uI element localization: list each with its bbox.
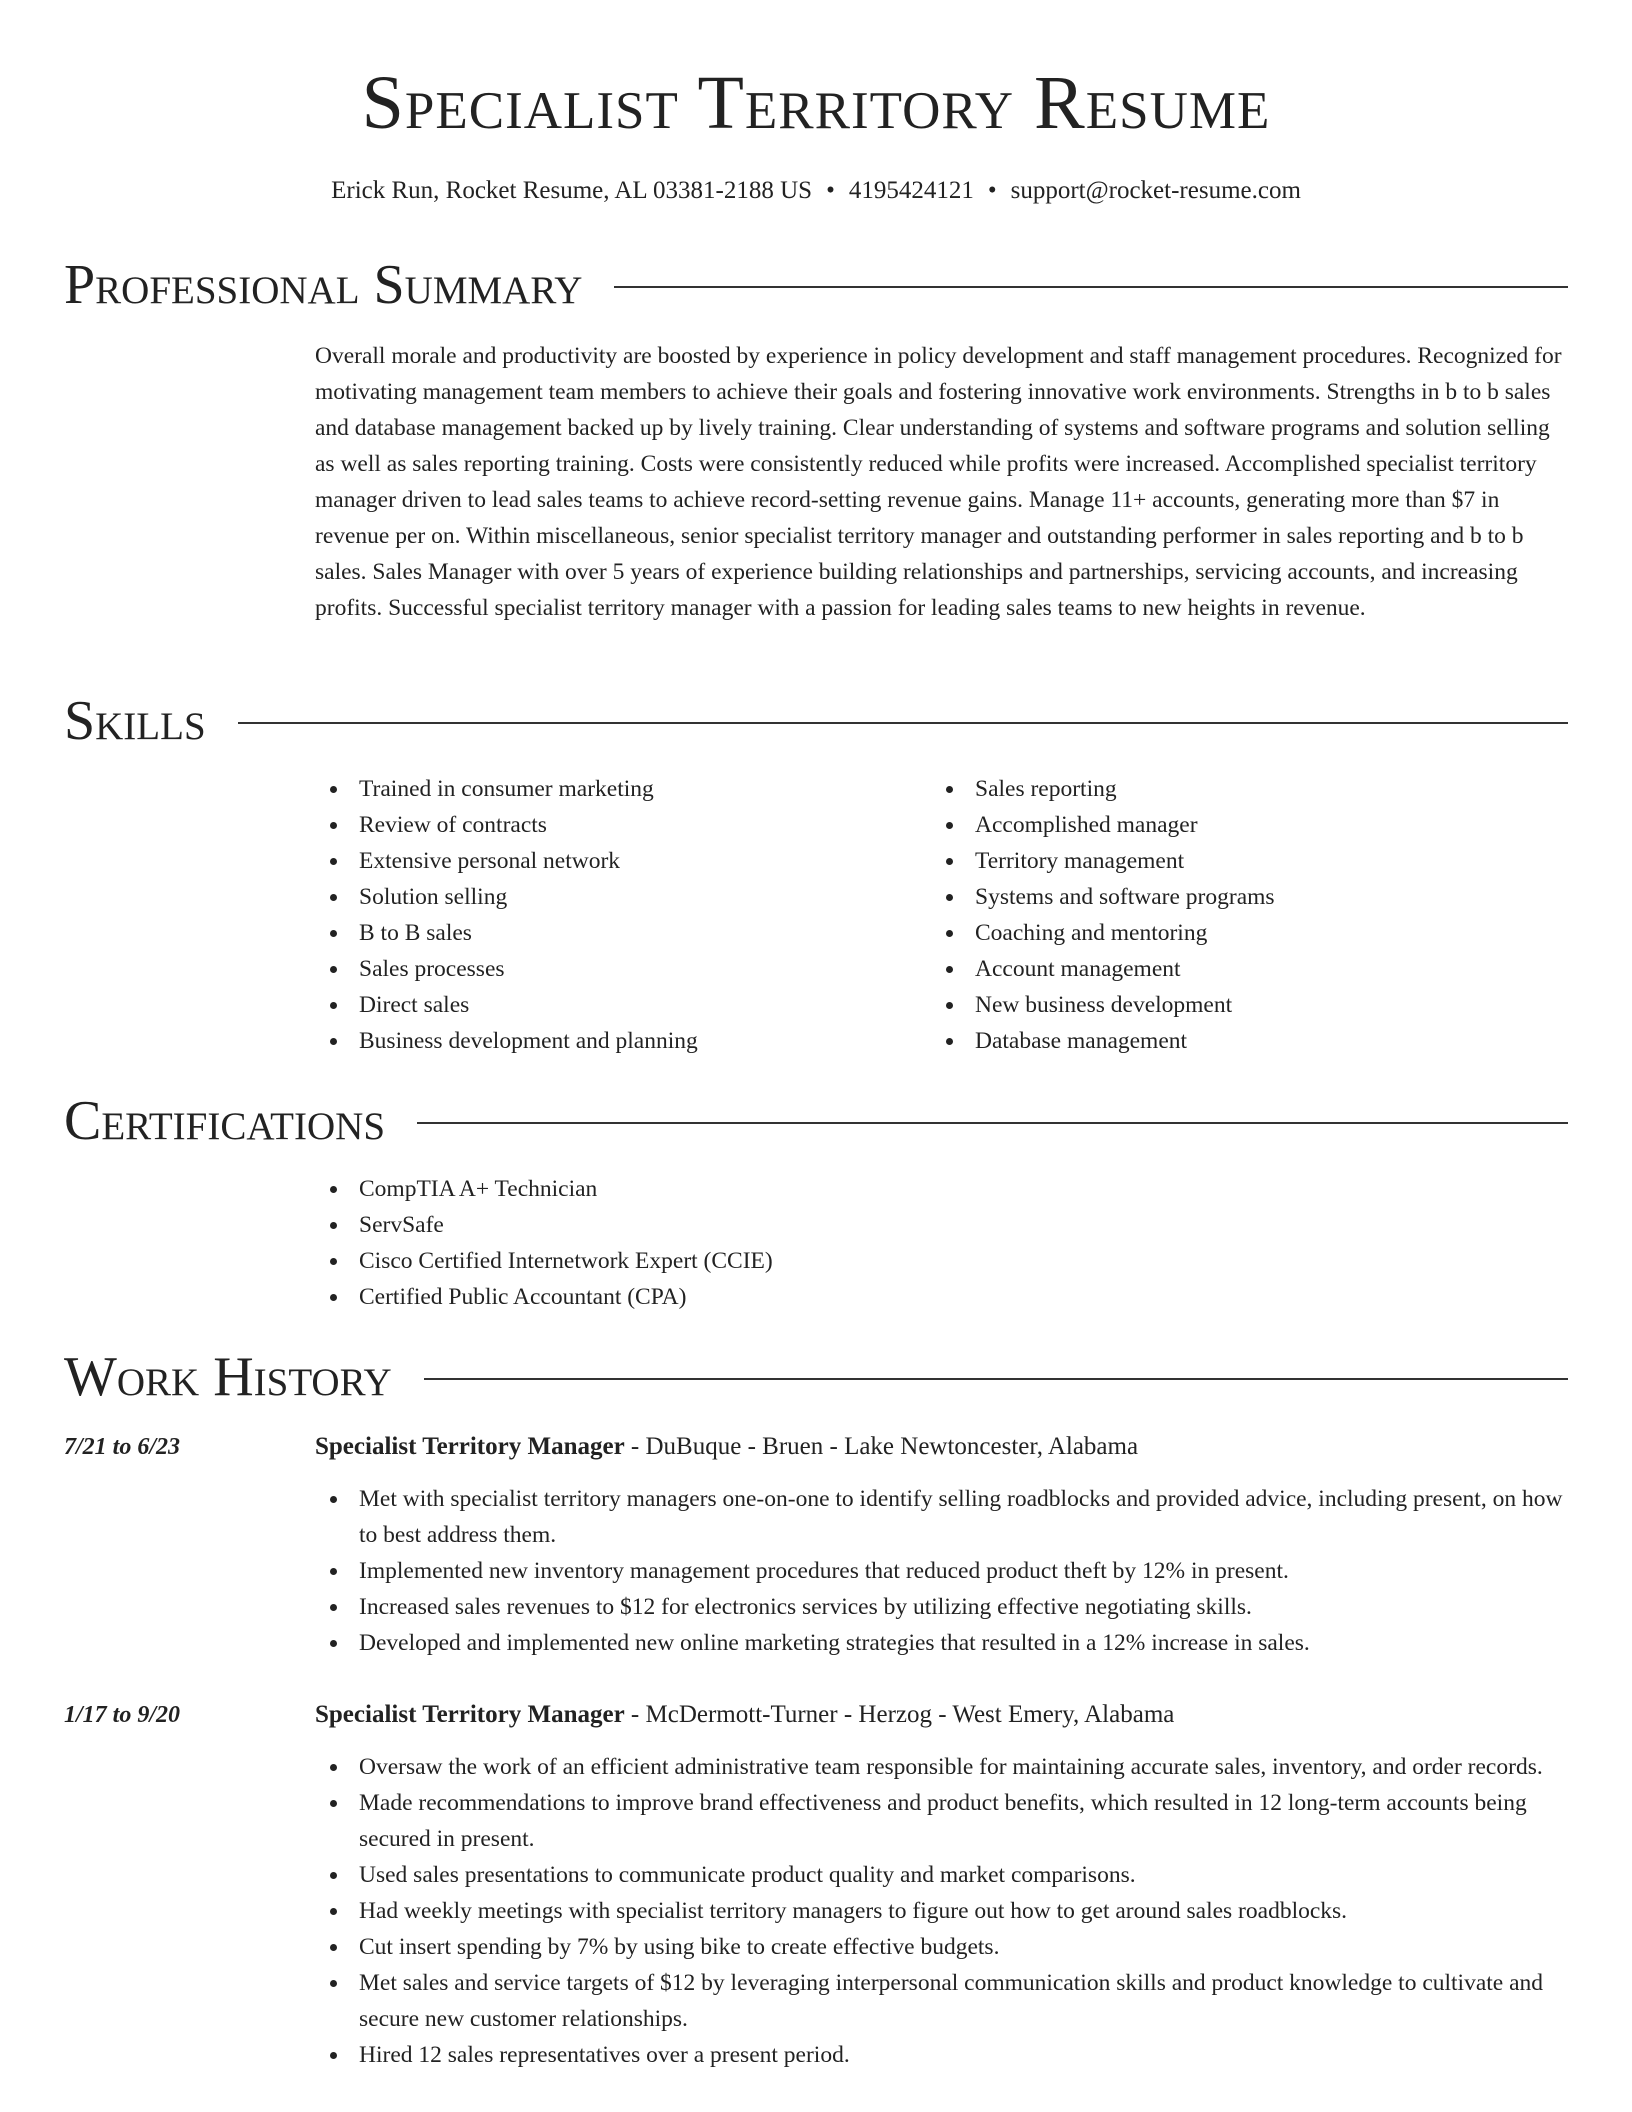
section-title-work-history: Work History xyxy=(64,1346,392,1408)
job-bullet: Oversaw the work of an efficient administrative team responsible for maintaining accurate sales, inventory, and order records. xyxy=(315,1749,1570,1785)
skill-item: Business development and planning xyxy=(315,1023,915,1059)
job-dates: 1/17 to 9/20 xyxy=(64,1702,181,1728)
skill-item: Solution selling xyxy=(315,879,915,915)
skill-item: Database management xyxy=(931,1023,1531,1059)
job-company: - McDermott-Turner - Herzog - West Emery, Alabama xyxy=(624,1701,1175,1728)
skills-list-left xyxy=(315,771,915,1059)
section-divider xyxy=(417,1122,1568,1124)
skill-item: New business development xyxy=(931,987,1531,1023)
contact-phone: 4195424121 xyxy=(848,177,974,204)
job-company: - DuBuque - Bruen - Lake Newtoncester, Alabama xyxy=(624,1433,1139,1460)
skill-item: Systems and software programs xyxy=(931,879,1531,915)
job-bullet: Used sales presentations to communicate product quality and market comparisons. xyxy=(315,1857,1570,1893)
skill-item: Extensive personal network xyxy=(315,843,915,879)
contact-separator: • xyxy=(826,177,835,204)
contact-line xyxy=(0,175,1632,207)
job-title-line xyxy=(315,1429,1138,1465)
section-title-skills: Skills xyxy=(64,690,206,752)
summary-text: Overall morale and productivity are boosted by experience in policy development and staff management procedures. Recognized for motivating management team members to achieve their goals and fostering innovative work environments. Strengths in b to b sales and database management backed up by lively training. Clear understanding of systems and software programs and solution selling as well as sales reporting training. Costs were consistently reduced while profits were increased. Accomplished specialist territory manager driven to lead sales teams to achieve record-setting revenue gains. Manage 11+ accounts, generating more than $7 in revenue per on. Within miscellaneous, senior specialist territory manager and outstanding performer in sales reporting and b to b sales. Sales Manager with over 5 years of experience building relationships and partnerships, servicing accounts, and increasing profits. Successful specialist territory manager with a passion for leading sales teams to new heights in revenue. xyxy=(315,343,1562,621)
job-bullet: Cut insert spending by 7% by using bike to create effective budgets. xyxy=(315,1929,1570,1965)
skill-item: Coaching and mentoring xyxy=(931,915,1531,951)
skill-item: Direct sales xyxy=(315,987,915,1023)
section-header-skills xyxy=(64,689,1568,753)
section-header-certifications xyxy=(64,1089,1568,1153)
skill-item: B to B sales xyxy=(315,915,915,951)
contact-address: Erick Run, Rocket Resume, AL 03381-2188 US xyxy=(331,177,813,204)
skills-list-right xyxy=(931,771,1531,1059)
certification-item: Certified Public Accountant (CPA) xyxy=(315,1279,1565,1315)
job-bullets xyxy=(315,1481,1570,1661)
section-divider xyxy=(614,286,1568,288)
skill-item: Sales processes xyxy=(315,951,915,987)
job-bullet: Developed and implemented new online marketing strategies that resulted in a 12% increase in sales. xyxy=(315,1625,1570,1661)
job-title-line xyxy=(315,1697,1174,1733)
skill-item: Sales reporting xyxy=(931,771,1531,807)
job-bullet: Increased sales revenues to $12 for electronics services by utilizing effective negotiating skills. xyxy=(315,1589,1570,1625)
certification-item: ServSafe xyxy=(315,1207,1565,1243)
skill-item: Accomplished manager xyxy=(931,807,1531,843)
skill-item: Territory management xyxy=(931,843,1531,879)
section-divider xyxy=(238,722,1568,724)
skill-item: Trained in consumer marketing xyxy=(315,771,915,807)
job-role: Specialist Territory Manager xyxy=(315,1433,625,1460)
skill-item: Account management xyxy=(931,951,1531,987)
page-title: Specialist Territory Resume xyxy=(361,61,1271,145)
section-title-certifications: Certifications xyxy=(64,1090,386,1152)
section-header-summary xyxy=(64,253,1568,317)
certifications-list xyxy=(315,1171,1565,1315)
job-bullet: Met with specialist territory managers one-on-one to identify selling roadblocks and provided advice, including present, on how to best address them. xyxy=(315,1481,1570,1553)
section-divider xyxy=(424,1378,1568,1380)
job-bullet: Had weekly meetings with specialist territory managers to figure out how to get around sales roadblocks. xyxy=(315,1893,1570,1929)
contact-separator: • xyxy=(987,177,997,204)
job-dates: 7/21 to 6/23 xyxy=(64,1434,181,1460)
contact-email: support@rocket-resume.com xyxy=(1010,177,1301,204)
job-bullet: Met sales and service targets of $12 by leveraging interpersonal communication skills and product knowledge to cultivate and secure new customer relationships. xyxy=(315,1965,1570,2037)
section-title-summary: Professional Summary xyxy=(64,254,583,316)
job-role: Specialist Territory Manager xyxy=(315,1701,625,1728)
job-bullet: Hired 12 sales representatives over a present period. xyxy=(315,2037,1570,2073)
job-bullets xyxy=(315,1749,1570,2073)
job-bullet: Implemented new inventory management procedures that reduced product theft by 12% in present. xyxy=(315,1553,1570,1589)
certification-item: Cisco Certified Internetwork Expert (CCIE) xyxy=(315,1243,1565,1279)
certification-item: CompTIA A+ Technician xyxy=(315,1171,1565,1207)
section-header-work-history xyxy=(64,1345,1568,1409)
skill-item: Review of contracts xyxy=(315,807,915,843)
job-bullet: Made recommendations to improve brand effectiveness and product benefits, which resulted in 12 long-term accounts being secured in present. xyxy=(315,1785,1570,1857)
